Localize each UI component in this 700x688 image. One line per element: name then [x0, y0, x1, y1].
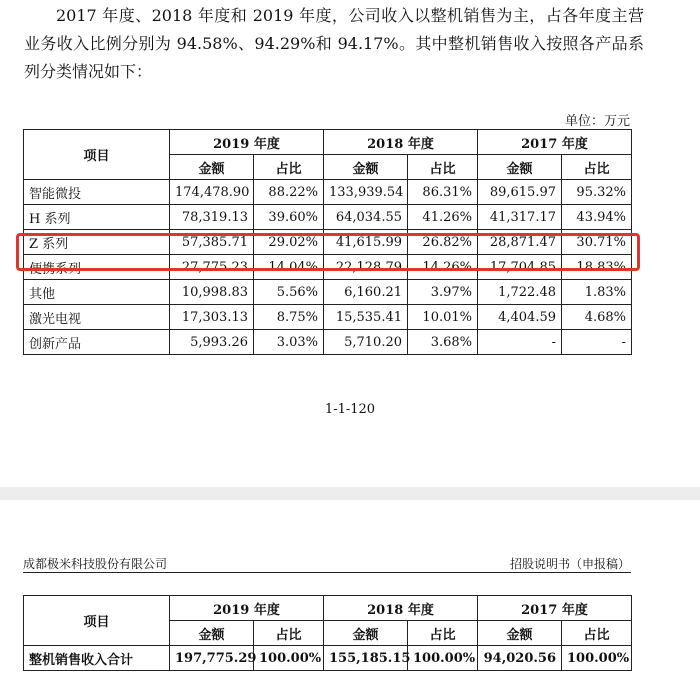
ratio-cell: - [562, 330, 632, 355]
ratio-cell: 86.31% [408, 180, 478, 205]
ratio-cell: 26.82% [408, 230, 478, 255]
unit-label: 单位：万元 [564, 114, 630, 129]
amount-cell: 17,704.85 [478, 255, 562, 280]
table-row [24, 205, 632, 230]
ratio-cell: 41.26% [408, 205, 478, 230]
ratio-cell: 14.26% [408, 255, 478, 280]
ratio-cell: 3.68% [408, 330, 478, 355]
amount-cell: 174,478.90 [170, 180, 254, 205]
amount-cell: 5,710.20 [324, 330, 408, 355]
ratio-cell: 4.68% [562, 305, 632, 330]
ratio-cell: 3.97% [408, 280, 478, 305]
amount-cell: 64,034.55 [324, 205, 408, 230]
year-header: 2018 年度 [324, 596, 478, 621]
amount-header: 金额 [478, 155, 562, 180]
document-type-header: 招股说明书（申报稿） [509, 557, 630, 571]
company-header: 成都极米科技股份有限公司 [23, 557, 168, 571]
amount-cell: 10,998.83 [170, 280, 254, 305]
amount-cell: 41,317.17 [478, 205, 562, 230]
row-label: 智能微投 [24, 180, 170, 205]
amount-cell: 17,303.13 [170, 305, 254, 330]
amount-cell: 155,185.15 [324, 646, 408, 671]
amount-header: 金额 [324, 155, 408, 180]
ratio-header: 占比 [562, 155, 632, 180]
table-row [24, 180, 632, 205]
table-row [24, 280, 632, 305]
ratio-cell: 18.83% [562, 255, 632, 280]
amount-cell: 4,404.59 [478, 305, 562, 330]
ratio-cell: 29.02% [254, 230, 324, 255]
row-label: 便携系列 [24, 255, 170, 280]
amount-cell: 15,535.41 [324, 305, 408, 330]
row-label: H 系列 [24, 205, 170, 230]
year-header: 2017 年度 [478, 596, 632, 621]
ratio-cell: 30.71% [562, 230, 632, 255]
ratio-cell: 14.04% [254, 255, 324, 280]
ratio-cell: 95.32% [562, 180, 632, 205]
year-header: 2018 年度 [324, 130, 478, 155]
ratio-cell: 100.00% [562, 646, 632, 671]
sales-total-table [23, 595, 632, 671]
amount-cell: 89,615.97 [478, 180, 562, 205]
body-paragraph: 2017 年度、2018 年度和 2019 年度，公司收入以整机销售为主，占各年度主营业务收入比例分别为 94.58%、94.29%和 94.17%。其中整机销售收入按照各产品系列分类情况如下： [24, 6, 644, 81]
year-header: 2019 年度 [170, 130, 324, 155]
page-separator [0, 487, 700, 500]
amount-cell: 27,775.23 [170, 255, 254, 280]
item-header: 项目 [24, 130, 170, 180]
row-label: 整机销售收入合计 [24, 646, 170, 671]
amount-header: 金额 [324, 621, 408, 646]
ratio-cell: 100.00% [254, 646, 324, 671]
amount-cell: 133,939.54 [324, 180, 408, 205]
row-label: Z 系列 [24, 230, 170, 255]
ratio-header: 占比 [562, 621, 632, 646]
table-row [24, 255, 632, 280]
sales-by-series-table [23, 129, 632, 355]
table-row [24, 330, 632, 355]
ratio-header: 占比 [254, 155, 324, 180]
amount-header: 金额 [170, 155, 254, 180]
amount-cell: 22,128.79 [324, 255, 408, 280]
row-label: 创新产品 [24, 330, 170, 355]
year-header: 2019 年度 [170, 596, 324, 621]
amount-cell: 197,775.29 [170, 646, 254, 671]
amount-cell: 5,993.26 [170, 330, 254, 355]
row-label: 其他 [24, 280, 170, 305]
page-number: 1-1-120 [324, 402, 376, 417]
year-header: 2017 年度 [478, 130, 632, 155]
ratio-header: 占比 [254, 621, 324, 646]
amount-cell: 57,385.71 [170, 230, 254, 255]
ratio-cell: 1.83% [562, 280, 632, 305]
amount-cell: 1,722.48 [478, 280, 562, 305]
row-label: 激光电视 [24, 305, 170, 330]
ratio-cell: 100.00% [408, 646, 478, 671]
ratio-cell: 43.94% [562, 205, 632, 230]
amount-header: 金额 [478, 621, 562, 646]
amount-header: 金额 [170, 621, 254, 646]
ratio-cell: 10.01% [408, 305, 478, 330]
amount-cell: 6,160.21 [324, 280, 408, 305]
ratio-header: 占比 [408, 155, 478, 180]
amount-cell: 41,615.99 [324, 230, 408, 255]
ratio-cell: 88.22% [254, 180, 324, 205]
table-row [24, 305, 632, 330]
ratio-header: 占比 [408, 621, 478, 646]
ratio-cell: 8.75% [254, 305, 324, 330]
header-rule [23, 572, 631, 573]
item-header: 项目 [24, 596, 170, 646]
ratio-cell: 5.56% [254, 280, 324, 305]
amount-cell: - [478, 330, 562, 355]
amount-cell: 94,020.56 [478, 646, 562, 671]
table-row [24, 230, 632, 255]
ratio-cell: 39.60% [254, 205, 324, 230]
ratio-cell: 3.03% [254, 330, 324, 355]
amount-cell: 28,871.47 [478, 230, 562, 255]
amount-cell: 78,319.13 [170, 205, 254, 230]
table-row [24, 646, 632, 671]
